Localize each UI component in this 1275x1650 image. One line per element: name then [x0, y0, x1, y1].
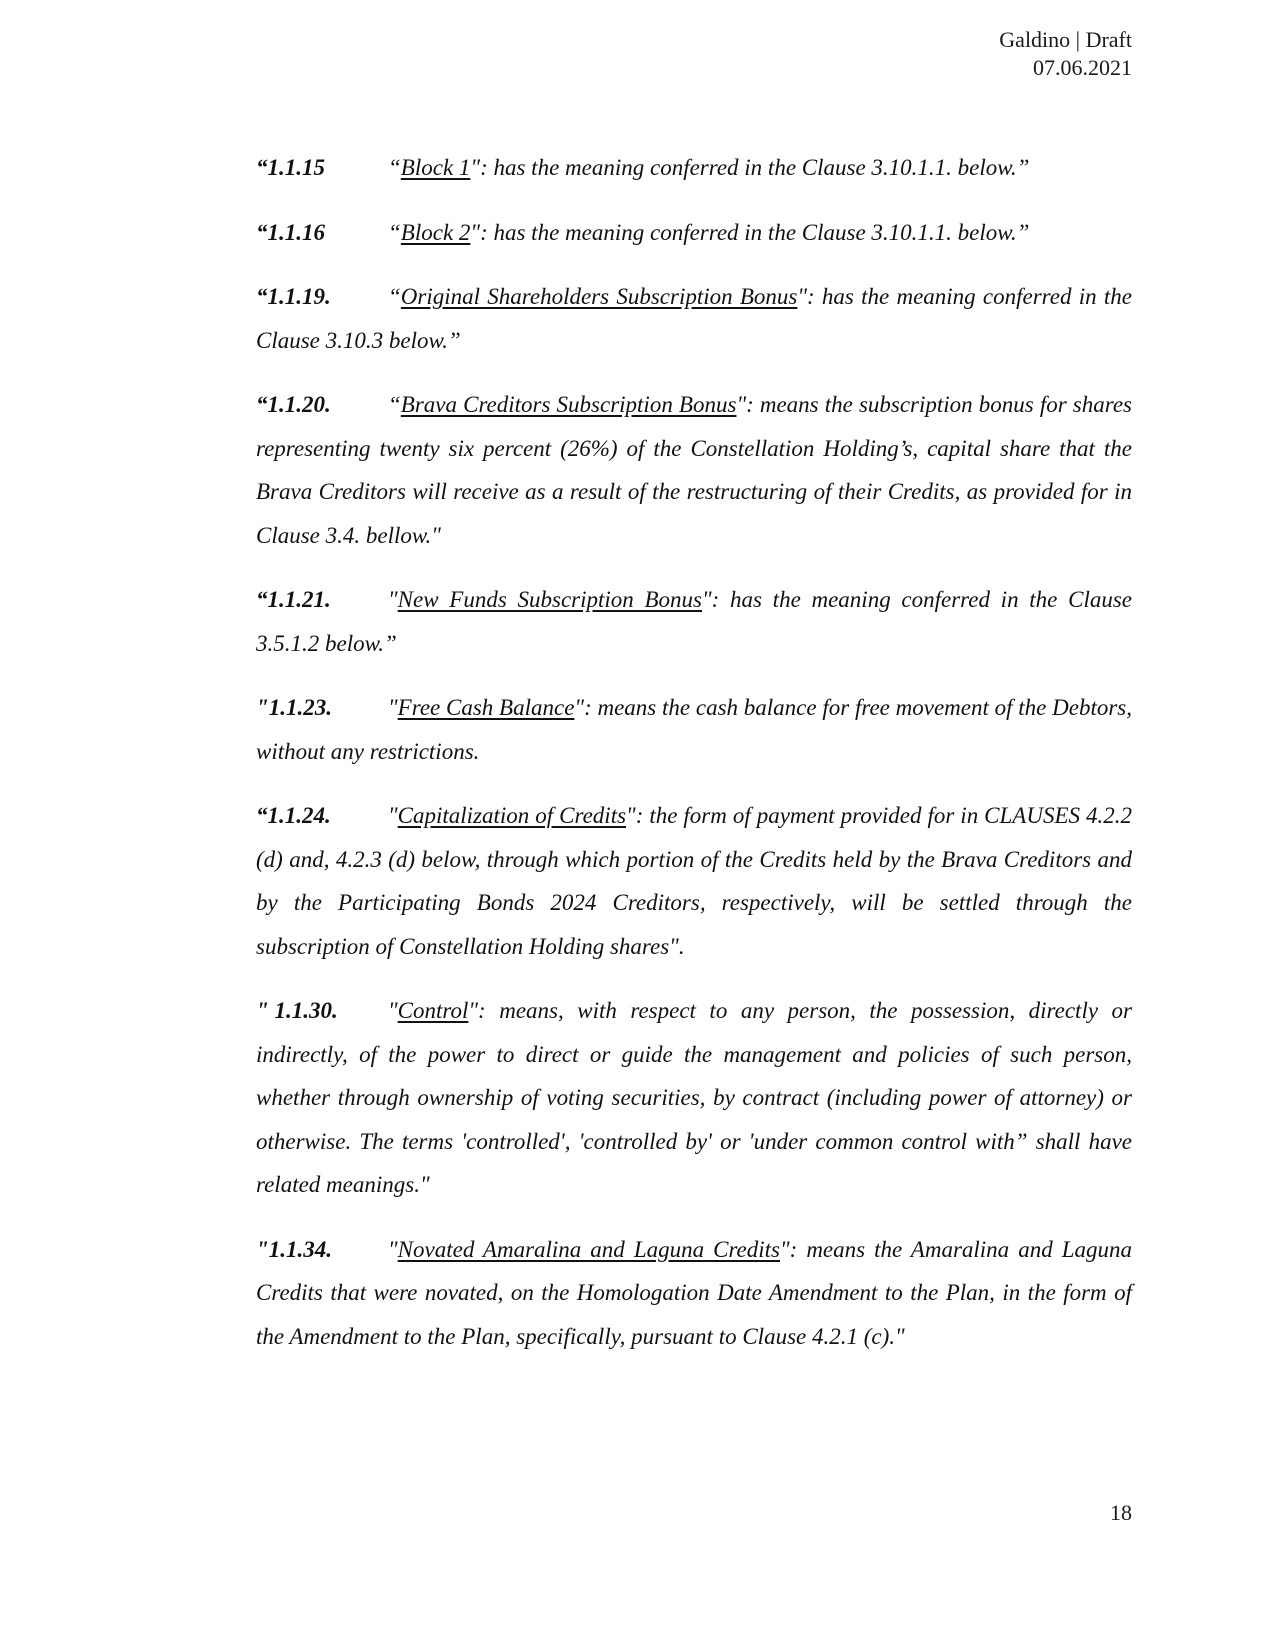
defined-term: Control [397, 998, 469, 1023]
page-number: 18 [1110, 1500, 1132, 1525]
definition-text: ": has the meaning conferred in the Clause 3.10.3 below.” [256, 284, 1132, 353]
open-quote: " [388, 803, 398, 828]
defined-term: Novated Amaralina and Laguna Credits [397, 1236, 780, 1262]
open-quote: “ [388, 155, 401, 180]
definition-text: ": means the subscription bonus for shares representing twenty six percent (26%) of the Constellation Holding’s, capital share that the Brava Creditors will receive as a result of the restructuring of their Credits, as provided for in Clause 3.4. bellow." [256, 392, 1132, 548]
defined-term: Block 2 [400, 219, 471, 245]
defined-term: Original Shareholders Subscription Bonus [400, 284, 798, 309]
definition-entry [256, 578, 1132, 665]
definition-entry [256, 383, 1132, 557]
header-title: Galdino | Draft [999, 27, 1132, 52]
defined-term: Brava Creditors Subscription Bonus [400, 392, 737, 417]
definition-text: ": means the Amaralina and Laguna Credits that were novated, on the Homologation Date Amendment to the Plan, in the form of the Amendment to the Plan, specifically, pursuant to Clause 4.2.1 (c)." [256, 1236, 1132, 1349]
document-body [256, 146, 1132, 1379]
definition-text: ": means the cash balance for free movement of the Debtors, without any restrictions. [256, 695, 1132, 764]
definition-text: ": means, with respect to any person, the possession, directly or indirectly, of the power to direct or guide the management and policies of such person, whether through ownership of voting securities, by contract (including power of attorney) or otherwise. The terms 'controlled', 'controlled by' or 'under common control with” shall have related meanings." [256, 998, 1132, 1197]
defined-term: Capitalization of Credits [397, 803, 627, 828]
clause-number: “1.1.20. [256, 392, 331, 417]
clause-number: “1.1.15 [256, 155, 325, 180]
clause-number: "1.1.23. [256, 695, 333, 720]
clause-number: “1.1.19. [256, 284, 331, 309]
definition-entry [256, 211, 1132, 255]
clause-number: "1.1.34. [256, 1236, 333, 1262]
clause-number: “1.1.16 [256, 219, 325, 245]
header-date: 07.06.2021 [1033, 55, 1132, 80]
defined-term: New Funds Subscription Bonus [397, 587, 702, 612]
open-quote: " [388, 998, 398, 1023]
open-quote: “ [388, 284, 401, 309]
clause-number: “1.1.24. [256, 803, 331, 828]
defined-term: Free Cash Balance [397, 695, 575, 720]
clause-number: " 1.1.30. [256, 998, 338, 1023]
definition-entry [256, 1228, 1132, 1359]
open-quote: " [388, 695, 398, 720]
definition-entry [256, 686, 1132, 773]
open-quote: “ [388, 219, 401, 245]
open-quote: " [388, 587, 398, 612]
definition-text: ": has the meaning conferred in the Clause 3.5.1.2 below.” [256, 587, 1132, 656]
definition-entry [256, 146, 1132, 190]
definition-entry [256, 794, 1132, 968]
definition-entry [256, 275, 1132, 362]
page-header [999, 26, 1132, 82]
clause-number: “1.1.21. [256, 587, 331, 612]
definition-entry [256, 989, 1132, 1207]
defined-term: Block 1 [400, 155, 471, 180]
open-quote: " [388, 1236, 398, 1262]
definition-text: ": has the meaning conferred in the Clause 3.10.1.1. below.” [470, 219, 1030, 245]
definition-text: ": the form of payment provided for in CLAUSES 4.2.2 (d) and, 4.2.3 (d) below, through which portion of the Credits held by the Brava Creditors and by the Participating Bonds 2024 Creditors, respectively, will be settled through the subscription of Constellation Holding shares". [256, 803, 1132, 959]
definition-text: ": has the meaning conferred in the Clause 3.10.1.1. below.” [470, 155, 1030, 180]
open-quote: “ [388, 392, 401, 417]
